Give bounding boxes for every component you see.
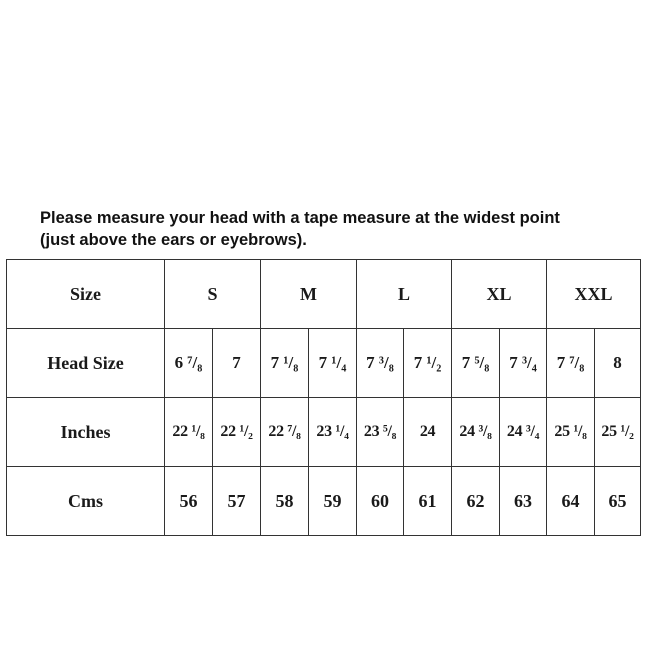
inches-cell: 25 ¹/₈ bbox=[547, 398, 595, 467]
head-size-row bbox=[7, 329, 641, 398]
inches-row bbox=[7, 398, 641, 467]
inches-row-label: Inches bbox=[7, 398, 165, 467]
inches-cell: 22 ⁷/₈ bbox=[261, 398, 309, 467]
head-size-cell: 7 ⁵/₈ bbox=[452, 329, 500, 398]
inches-cell: 23 ¹/₄ bbox=[309, 398, 357, 467]
instructions-line-2: (just above the ears or eyebrows). bbox=[40, 231, 307, 249]
cms-row bbox=[7, 467, 641, 536]
head-size-cell: 7 ¹/₂ bbox=[404, 329, 452, 398]
cms-cell: 56 bbox=[165, 467, 213, 536]
inches-cell: 22 ¹/₂ bbox=[213, 398, 261, 467]
cms-cell: 60 bbox=[357, 467, 404, 536]
cms-cell: 63 bbox=[500, 467, 547, 536]
cms-cell: 62 bbox=[452, 467, 500, 536]
cms-cell: 65 bbox=[595, 467, 641, 536]
head-size-cell: 7 ⁷/₈ bbox=[547, 329, 595, 398]
inches-cell: 24 ³/₄ bbox=[500, 398, 547, 467]
cms-cell: 61 bbox=[404, 467, 452, 536]
instructions-line-1: Please measure your head with a tape measure at the widest point bbox=[40, 209, 560, 227]
cms-cell: 64 bbox=[547, 467, 595, 536]
size-row-label: Size bbox=[7, 260, 165, 329]
size-header-cell: M bbox=[261, 260, 357, 329]
inches-cell: 23 ⁵/₈ bbox=[357, 398, 404, 467]
cms-row-label: Cms bbox=[7, 467, 165, 536]
head-size-cell: 7 ¹/₈ bbox=[261, 329, 309, 398]
head-size-cell: 7 ³/₄ bbox=[500, 329, 547, 398]
head-size-cell: 7 ³/₈ bbox=[357, 329, 404, 398]
measurement-instructions bbox=[40, 207, 640, 251]
head-size-cell: 8 bbox=[595, 329, 641, 398]
inches-cell: 22 ¹/₈ bbox=[165, 398, 213, 467]
head-size-cell: 7 bbox=[213, 329, 261, 398]
hat-size-chart bbox=[6, 259, 641, 536]
inches-cell: 24 bbox=[404, 398, 452, 467]
head-size-cell: 7 ¹/₄ bbox=[309, 329, 357, 398]
size-header-cell: L bbox=[357, 260, 452, 329]
head-size-row-label: Head Size bbox=[7, 329, 165, 398]
size-header-cell: S bbox=[165, 260, 261, 329]
inches-cell: 24 ³/₈ bbox=[452, 398, 500, 467]
size-header-cell: XXL bbox=[547, 260, 641, 329]
inches-cell: 25 ¹/₂ bbox=[595, 398, 641, 467]
cms-cell: 57 bbox=[213, 467, 261, 536]
head-size-cell: 6 ⁷/₈ bbox=[165, 329, 213, 398]
size-header-cell: XL bbox=[452, 260, 547, 329]
size-row bbox=[7, 260, 641, 329]
cms-cell: 58 bbox=[261, 467, 309, 536]
cms-cell: 59 bbox=[309, 467, 357, 536]
